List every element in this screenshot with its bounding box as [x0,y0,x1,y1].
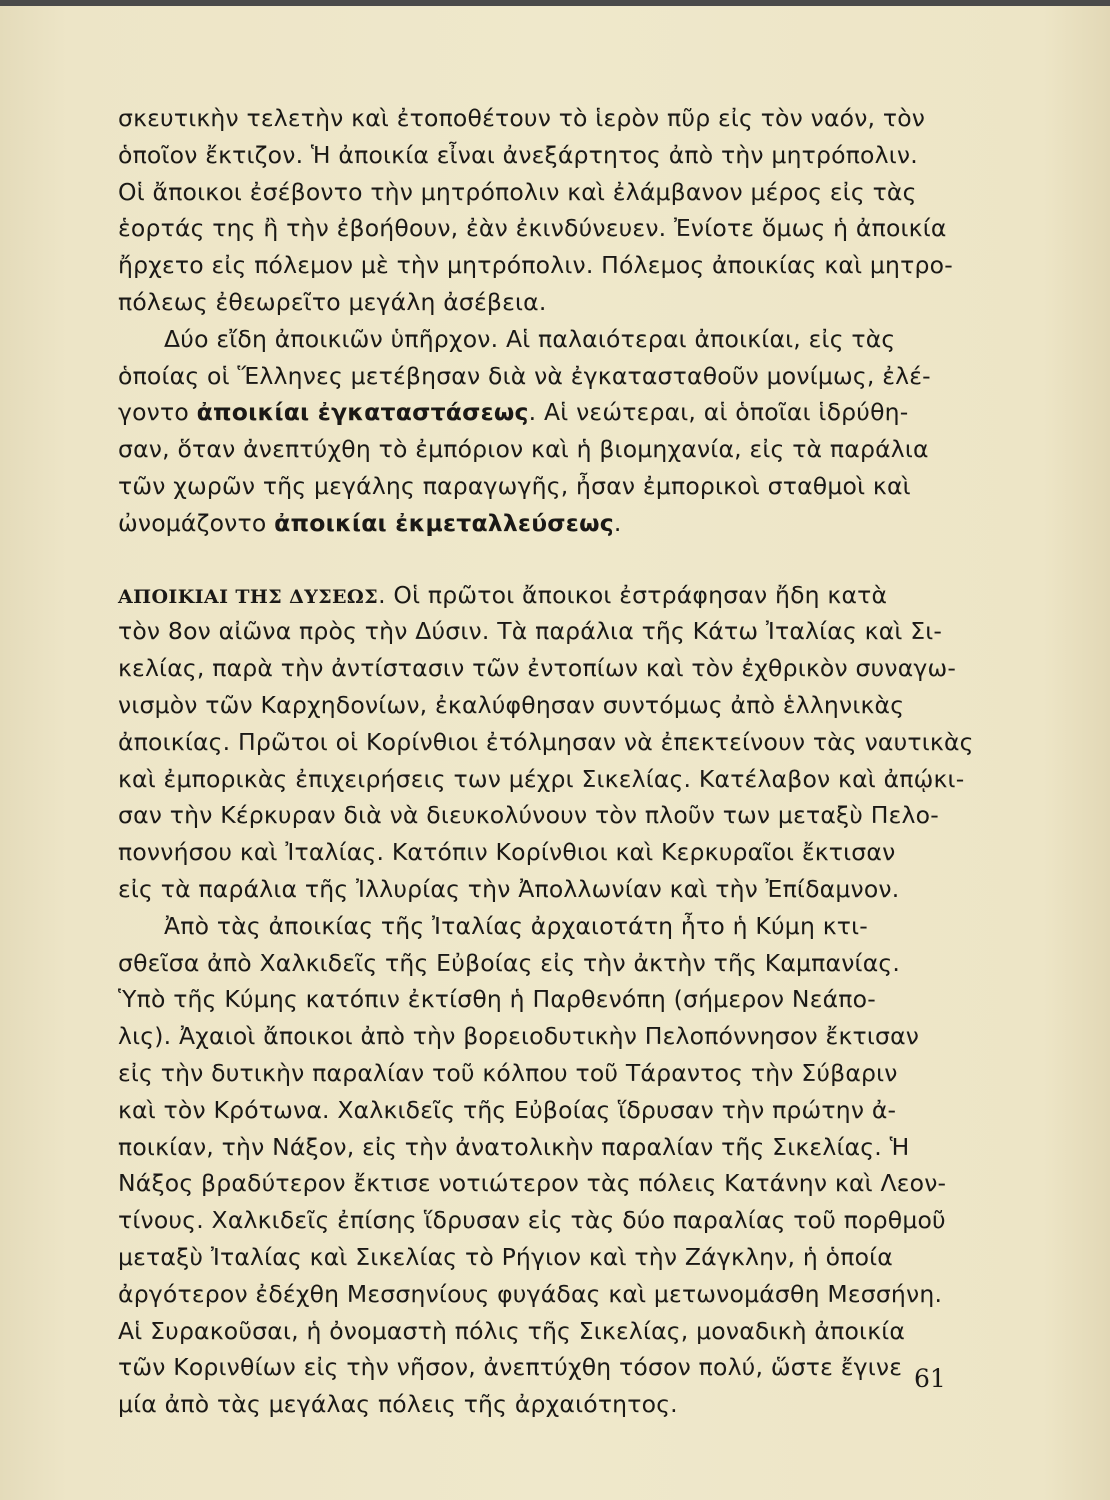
text-line: νισμὸν τῶν Καρχηδονίων, ἐκαλύφθησαν συντόμως ἀπὸ ἑλληνικὰς [118,690,905,719]
text-line: σαν, ὅταν ἀνεπτύχθη τὸ ἐμπόριον καὶ ἡ βιομηχανία, εἰς τὰ παράλια [118,435,929,464]
text-line: σαν τὴν Κέρκυραν διὰ νὰ διευκολύνουν τὸν πλοῦν των μεταξὺ Πελο- [118,801,939,830]
text-line: κελίας, παρὰ τὴν ἀντίστασιν τῶν ἐντοπίων καὶ τὸν ἐχθρικὸν συναγω- [118,654,957,683]
text-line: ἀργότερον ἐδέχθη Μεσσηνίους φυγάδας καὶ μετωνομάσθη Μεσσήνη. [118,1279,943,1308]
text-line: ποικίαν, τὴν Νάξον, εἰς τὴν ἀνατολικὴν παραλίαν τῆς Σικελίας. Ἡ [118,1132,910,1161]
text-line: τὸν 8ον αἰῶνα πρὸς τὴν Δύσιν. Τὰ παράλια τῆς Κάτω Ἰταλίας καὶ Σι- [118,617,943,646]
text-line: Δύο εἴδη ἀποικιῶν ὑπῆρχον. Αἱ παλαιότεραι ἀποικίαι, εἰς τὰς [164,324,896,353]
paragraph-italian-colonies [118,908,947,1423]
text-line: τίνους. Χαλκιδεῖς ἐπίσης ἵδρυσαν εἰς τὰς δύο παραλίας τοῦ πορθμοῦ [118,1206,946,1235]
paragraph-ceremony [118,100,953,321]
text-line [118,394,940,431]
page-top-edge [0,0,1110,6]
text-line: σκευτικὴν τελετὴν καὶ ἐτοποθέτουν τὸ ἱερὸν πῦρ εἰς τὸν ναόν, τὸν [118,104,926,132]
page-body [118,100,974,1423]
text-line: ὁποῖον ἔκτιζον. Ἡ ἀποικία εἶναι ἀνεξάρτητος ἀπὸ τὴν μητρόπολιν. [118,140,918,169]
text-line: ὁποίας οἱ Ἕλληνες μετέβησαν διὰ νὰ ἐγκατασταθοῦν μονίμως, ἐλέ- [118,361,931,390]
text-line: καὶ ἐμπορικὰς ἐπιχειρήσεις των μέχρι Σικελίας. Κατέλαβον καὶ ἀπῴκι- [118,764,965,793]
bold-term-exploitation-colonies: ἀποικίαι ἐκμεταλλεύσεως [274,508,614,537]
section-heading: ΑΠΟΙΚΙΑΙ ΤΗΣ ΔΥΣΕΩΣ [118,585,379,608]
bold-term-settlement-colonies: ἀποικίαι ἐγκαταστάσεως [196,398,529,427]
text-line: ἑορτάς της ἢ τὴν ἐβοήθουν, ἐὰν ἐκινδύνευεν. Ἐνίοτε ὅμως ἡ ἀποικία [118,214,947,243]
text-line: Αἱ Συρακοῦσαι, ἡ ὀνομαστὴ πόλις τῆς Σικελίας, μοναδικὴ ἀποικία [118,1316,906,1345]
text-line [118,505,940,542]
text-line: Ἀπὸ τὰς ἀποικίας τῆς Ἰταλίας ἀρχαιοτάτη ἦτο ἡ Κύμη κτι- [164,911,868,940]
text-line: εἰς τὰ παράλια τῆς Ἰλλυρίας τὴν Ἀπολλωνίαν καὶ τὴν Ἐπίδαμνον. [118,874,900,903]
text-line: τῶν χωρῶν τῆς μεγάλης παραγωγῆς, ἦσαν ἐμπορικοὶ σταθμοὶ καὶ [118,471,911,500]
text-line [118,577,940,614]
text-line: Ὑπὸ τῆς Κύμης κατόπιν ἐκτίσθη ἡ Παρθενόπη (σήμερον Νεάπο- [118,985,876,1014]
text-line: μία ἀπὸ τὰς μεγάλας πόλεις τῆς ἀρχαιότητος. [118,1390,678,1419]
text-line: καὶ τὸν Κρότωνα. Χαλκιδεῖς τῆς Εὐβοίας ἵδρυσαν τὴν πρώτην ἀ- [118,1095,897,1124]
text-line: εἰς τὴν δυτικὴν παραλίαν τοῦ κόλπου τοῦ Τάραντος τὴν Σύβαριν [118,1058,898,1087]
text-fragment: ὠνομάζοντο [118,508,267,537]
text-fragment: . [613,508,622,537]
text-fragment: . Οἱ πρῶτοι ἄποικοι ἐστράφησαν ἤδη κατὰ [378,580,888,609]
text-fragment: . Αἱ νεώτεραι, αἱ ὁποῖαι ἱδρύθη- [528,398,909,427]
section-western-colonies [118,577,974,908]
text-line: τῶν Κορινθίων εἰς τὴν νῆσον, ἀνεπτύχθη τόσον πολύ, ὥστε ἔγινε [118,1353,903,1382]
text-fragment: γοντο [118,398,189,427]
section-spacer [118,542,940,577]
text-line: ἤρχετο εἰς πόλεμον μὲ τὴν μητρόπολιν. Πόλεμος ἀποικίας καὶ μητρο- [118,251,953,280]
text-line: Νάξος βραδύτερον ἔκτισε νοτιώτερον τὰς πόλεις Κατάνην καὶ Λεον- [118,1169,947,1198]
text-line: ποννήσου καὶ Ἰταλίας. Κατόπιν Κορίνθιοι καὶ Κερκυραῖοι ἔκτισαν [118,838,896,867]
page-number: 61 [914,1364,946,1393]
paragraph-colony-types [118,321,940,542]
text-line: πόλεως ἐθεωρεῖτο μεγάλη ἀσέβεια. [118,287,547,316]
text-line: λις). Ἀχαιοὶ ἄποικοι ἀπὸ τὴν βορειοδυτικὴν Πελοπόννησον ἔκτισαν [118,1022,920,1051]
text-line: σθεῖσα ἀπὸ Χαλκιδεῖς τῆς Εὐβοίας εἰς τὴν ἀκτὴν τῆς Καμπανίας. [118,948,901,977]
text-line: ἀποικίας. Πρῶτοι οἱ Κορίνθιοι ἐτόλμησαν νὰ ἐπεκτείνουν τὰς ναυτικὰς [118,727,974,756]
text-line: Οἱ ἄποικοι ἐσέβοντο τὴν μητρόπολιν καὶ ἐλάμβανον μέρος εἰς τὰς [118,177,917,206]
text-line: μεταξὺ Ἰταλίας καὶ Σικελίας τὸ Ρήγιον καὶ τὴν Ζάγκλην, ἡ ὁποία [118,1242,893,1271]
